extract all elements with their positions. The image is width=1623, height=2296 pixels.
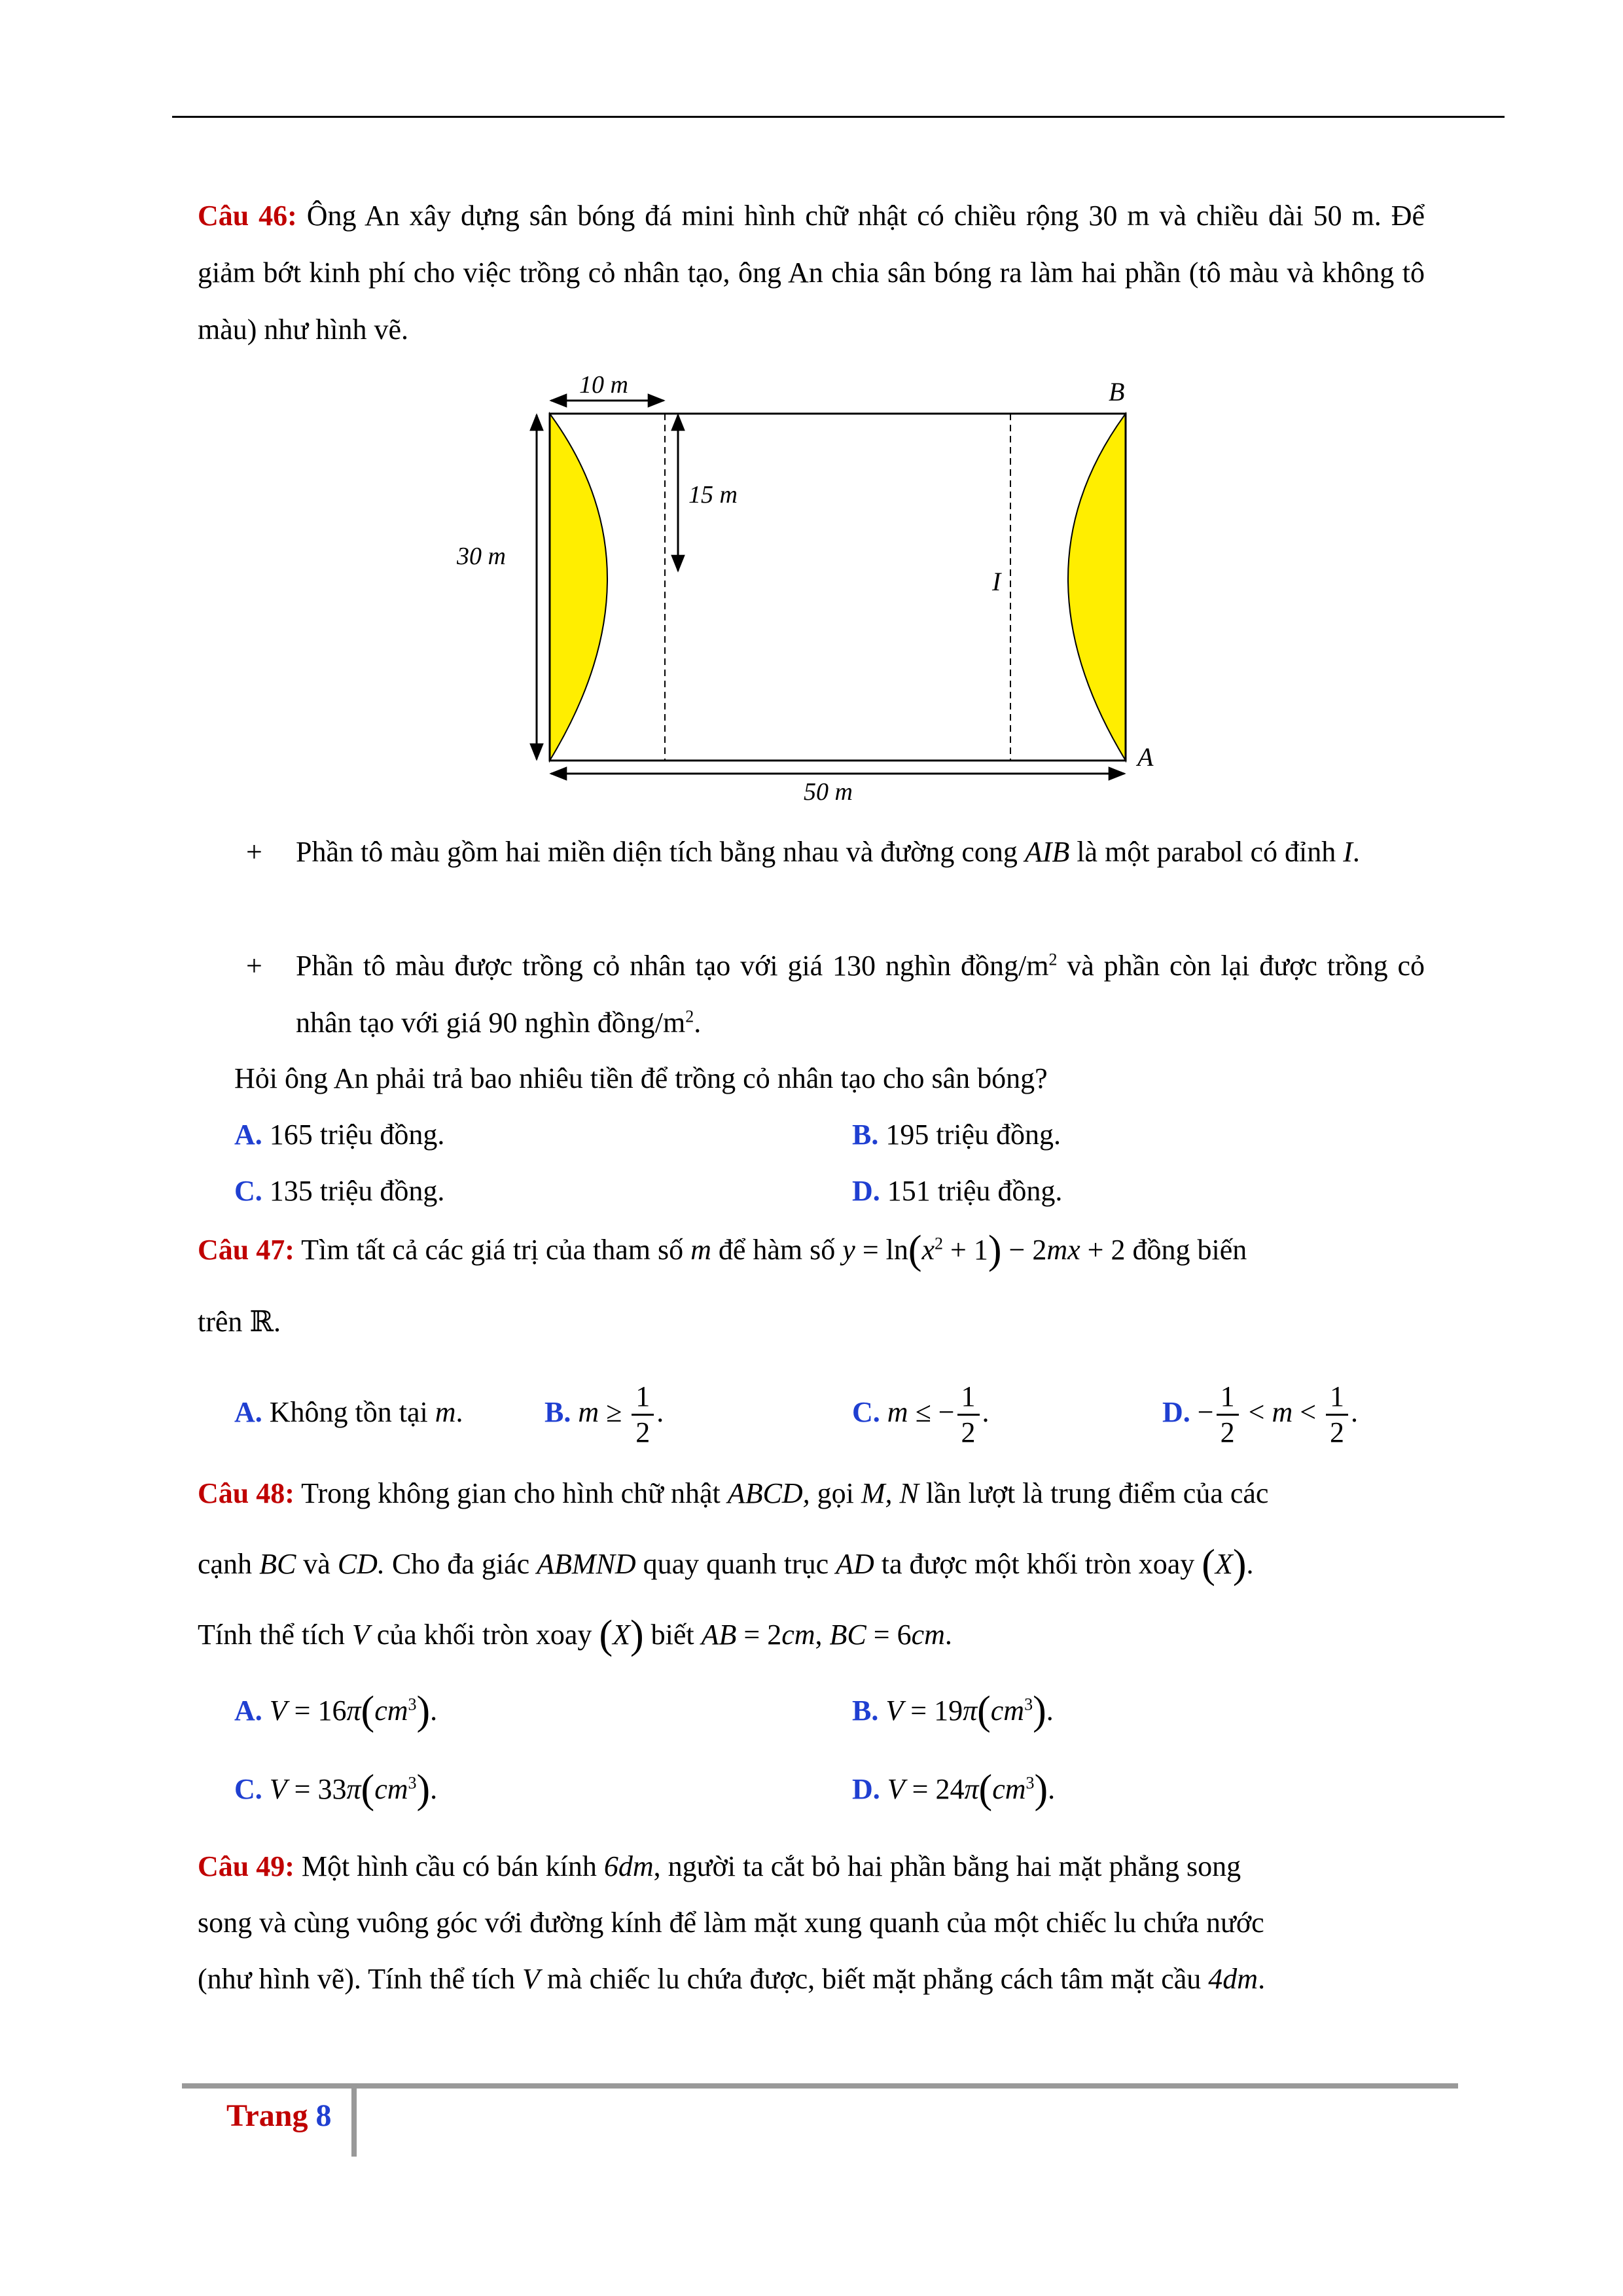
q48-math: BC: [259, 1548, 296, 1580]
bullet-1-part: là một parabol có đỉnh: [1069, 836, 1344, 868]
point-i-label: I: [992, 567, 1001, 596]
q48-math: V: [351, 1619, 370, 1651]
unit: cm: [992, 1773, 1026, 1805]
q48-option-b[interactable]: B. $V = 19\pi(cm^3)$.: [852, 1689, 1054, 1733]
q48-option-c[interactable]: C. $V = 33\pi(cm^3)$.: [234, 1767, 438, 1812]
q48-text: lần lượt là trung điểm của các: [918, 1477, 1269, 1509]
unit: cm: [990, 1695, 1025, 1727]
relation: <: [1241, 1396, 1272, 1428]
option-key: C.: [234, 1773, 262, 1805]
var-mx: mx: [1046, 1234, 1080, 1266]
option-number: 16: [317, 1695, 347, 1727]
frac-num: 1: [957, 1380, 980, 1416]
bullet-1-sign: +: [246, 836, 262, 868]
q47-text: đồng biến: [1125, 1234, 1247, 1266]
q46-text: Ông An xây dựng sân bóng đá mini hình chữ nhật có chiều rộng 30 m và chiều dài 50 m. Để giảm bớt kinh phí cho việc trồng cỏ nhân tạo, ông An chia sân bóng ra làm hai phần (tô màu và không tô màu) như hình vẽ.: [198, 200, 1425, 346]
q48-label: Câu 48:: [198, 1477, 294, 1509]
q48-math: X: [1215, 1548, 1233, 1580]
footer-divider: [351, 2086, 357, 2157]
q48-text: Trong không gian cho hình chữ nhật: [301, 1477, 728, 1509]
q49-line-1: [198, 1847, 1241, 1886]
option-key: D.: [852, 1773, 880, 1805]
fraction: [1217, 1380, 1239, 1450]
right-shaded-region: [1068, 414, 1126, 761]
header-rule: [172, 116, 1505, 118]
dot: .: [656, 1396, 664, 1428]
option-text: .: [455, 1396, 463, 1428]
pi: π: [346, 1695, 361, 1727]
q48-text: cạnh: [198, 1548, 260, 1580]
pi: π: [963, 1695, 978, 1727]
relation: ≥: [599, 1396, 630, 1428]
frac-den: 2: [1220, 1416, 1235, 1449]
q48-math: = 6: [866, 1619, 912, 1651]
q48-text: quay quanh trục: [635, 1548, 836, 1580]
option-key: B.: [852, 1119, 879, 1151]
param-m: m: [887, 1396, 908, 1428]
paren-open: (: [908, 1228, 922, 1272]
paren-close: ): [416, 1767, 431, 1812]
height-label: 30 m: [457, 543, 506, 570]
param-m: m: [578, 1396, 599, 1428]
bullet-1-text: [296, 823, 1425, 880]
q48-text: của khối tròn xoay: [369, 1619, 599, 1651]
paren-close: ): [630, 1613, 644, 1657]
frac-den: 2: [1330, 1416, 1345, 1449]
width-label: 10 m: [579, 371, 628, 399]
frac-den: 2: [635, 1416, 651, 1449]
q47-option-b[interactable]: [544, 1373, 664, 1452]
option-key: A.: [234, 1396, 262, 1428]
q49-text: (như hình vẽ). Tính thể tích: [198, 1963, 522, 1995]
option-key: D.: [852, 1175, 880, 1207]
q47-text: Tìm tất cả các giá trị của tham số: [301, 1234, 691, 1266]
q48-option-d[interactable]: D. $V = 24\pi(cm^3)$.: [852, 1767, 1056, 1812]
option-text: 165 triệu đồng.: [269, 1119, 445, 1151]
q46-option-a[interactable]: [234, 1115, 444, 1155]
q49-text: , người ta cắt bỏ hai phần bằng hai mặt phẳng song: [653, 1850, 1241, 1882]
option-text: 195 triệu đồng.: [885, 1119, 1061, 1151]
superscript: 3: [1026, 1773, 1035, 1793]
var-y: y: [842, 1234, 855, 1266]
dot: .: [982, 1396, 990, 1428]
page-number: 8: [315, 2098, 332, 2133]
param-m: m: [1272, 1396, 1293, 1428]
fraction: [957, 1380, 980, 1450]
paren-close: ): [1232, 1542, 1247, 1587]
q46-option-c[interactable]: [234, 1172, 444, 1211]
formula-part: − 2: [1001, 1234, 1047, 1266]
param-m: m: [690, 1234, 711, 1266]
option-key: B.: [544, 1396, 571, 1428]
q48-option-a[interactable]: A. $V = 16\pi(cm^3)$.: [234, 1689, 438, 1733]
q46-statement: [198, 187, 1425, 358]
q48-text: Cho đa giác: [384, 1548, 537, 1580]
option-number: 19: [934, 1695, 963, 1727]
q48-math: BC: [829, 1619, 866, 1651]
paren-open: (: [1202, 1542, 1215, 1587]
q48-math: M, N: [861, 1477, 919, 1509]
option-number: 24: [935, 1773, 965, 1805]
relation: −: [1197, 1396, 1214, 1428]
param-m: m: [435, 1396, 456, 1428]
option-key: A.: [234, 1119, 262, 1151]
bullet-1-part: .: [1352, 836, 1360, 868]
q48-line-1: [198, 1474, 1268, 1513]
q48-math: X: [613, 1619, 630, 1651]
q48-text: và: [296, 1548, 338, 1580]
unit: cm: [374, 1695, 408, 1727]
superscript: 2: [685, 1007, 694, 1026]
frac-num: 1: [1217, 1380, 1239, 1416]
q46-option-b[interactable]: [852, 1115, 1061, 1155]
q48-math: ABCD,: [727, 1477, 810, 1509]
option-number: 33: [317, 1773, 347, 1805]
option-key: C.: [234, 1175, 262, 1207]
q47-line-1: [198, 1230, 1425, 1270]
q48-math: CD.: [337, 1548, 385, 1580]
q49-line-2: song và cùng vuông góc với đường kính để làm mặt xung quanh của một chiếc lu chứa nước: [198, 1907, 1264, 1939]
frac-num: 1: [1326, 1380, 1348, 1416]
relation: =: [287, 1695, 318, 1727]
superscript: 3: [408, 1695, 417, 1714]
q48-line-3: Tính thể tích V của khối tròn xoay (X) biết AB = 2cm, BC = 6cm.: [198, 1613, 952, 1657]
page-label: Trang: [226, 2098, 316, 2133]
relation: =: [904, 1773, 936, 1805]
length-label: 50 m: [804, 778, 853, 806]
q47-formula: [842, 1228, 1126, 1272]
curve-name: AIB: [1024, 836, 1070, 868]
q47-option-d[interactable]: [1162, 1373, 1358, 1452]
q48-text: ta được một khối tròn xoay: [874, 1548, 1202, 1580]
q49-math: 4dm: [1208, 1963, 1258, 1995]
paren-close: ): [988, 1228, 1002, 1272]
paren-open: (: [361, 1689, 375, 1733]
q49-math: 6dm: [603, 1850, 654, 1882]
point-b-label: B: [1109, 377, 1125, 406]
paren-open: (: [361, 1767, 375, 1812]
dot: .: [1351, 1396, 1359, 1428]
relation: =: [287, 1773, 318, 1805]
paren-close: ): [1033, 1689, 1046, 1733]
option-key: D.: [1162, 1396, 1190, 1428]
bullet-2-text: [296, 937, 1425, 1051]
superscript: 3: [1024, 1695, 1033, 1714]
var-v: V: [269, 1695, 287, 1727]
var-x: x: [921, 1234, 935, 1266]
pi: π: [346, 1773, 361, 1805]
option-text: 151 triệu đồng.: [887, 1175, 1063, 1207]
footer-rule: [182, 2083, 1458, 2089]
q47-text: để hàm số: [711, 1234, 843, 1266]
point-a-label: A: [1137, 742, 1154, 772]
q46-option-d[interactable]: [852, 1172, 1062, 1211]
q48-math: cm: [781, 1619, 815, 1651]
unit: cm: [374, 1773, 408, 1805]
bullet-1-part: Phần tô màu gồm hai miền diện tích bằng nhau và đường cong: [296, 836, 1025, 868]
q47-option-a[interactable]: [234, 1373, 463, 1452]
var-v: V: [887, 1773, 905, 1805]
formula-part: + 2: [1080, 1234, 1126, 1266]
q48-math: AB: [701, 1619, 737, 1651]
left-shaded-region: [550, 414, 607, 761]
q49-line-3: [198, 1960, 1265, 1999]
paren-close: ): [416, 1689, 431, 1733]
relation: ≤ −: [908, 1396, 955, 1428]
paren-close: ): [1034, 1767, 1048, 1812]
q48-math: = 2: [736, 1619, 782, 1651]
q46-question: Hỏi ông An phải trả bao nhiêu tiền để trồng cỏ nhân tạo cho sân bóng?: [234, 1062, 1048, 1094]
option-key: B.: [852, 1695, 879, 1727]
q49-math: V: [522, 1963, 540, 1995]
var-v: V: [269, 1773, 287, 1805]
q48-text: gọi: [810, 1477, 861, 1509]
relation: <: [1293, 1396, 1324, 1428]
q48-text: biết: [643, 1619, 702, 1651]
formula-part: = ln: [855, 1234, 908, 1266]
q47-label: Câu 47:: [198, 1234, 294, 1266]
relation: =: [903, 1695, 935, 1727]
q48-line-2: cạnh BC và CD. Cho đa giác ABMND quay quanh trục AD ta được một khối tròn xoay (X).: [198, 1542, 1254, 1587]
q46-field-figure: [452, 367, 1185, 818]
paren-open: (: [599, 1613, 613, 1657]
paren-open: (: [977, 1689, 991, 1733]
formula-part: + 1: [943, 1234, 988, 1266]
q48-math: ABMND: [537, 1548, 636, 1580]
q48-math: AD: [836, 1548, 874, 1580]
q49-text: Một hình cầu có bán kính: [301, 1850, 604, 1882]
q47-option-c[interactable]: [852, 1373, 990, 1452]
q46-label: Câu 46:: [198, 200, 297, 232]
fraction: [632, 1380, 654, 1450]
var-v: V: [885, 1695, 904, 1727]
q49-label: Câu 49:: [198, 1850, 294, 1882]
q49-text: mà chiếc lu chứa được, biết mặt phẳng cách tâm mặt cầu: [539, 1963, 1209, 1995]
bullet-2-sign: +: [246, 950, 262, 982]
bullet-2-part: .: [694, 1007, 702, 1039]
option-key: C.: [852, 1396, 880, 1428]
q48-math: cm: [911, 1619, 945, 1651]
q48-math: ,: [815, 1619, 830, 1651]
superscript: 3: [408, 1773, 417, 1793]
q48-text: Tính thể tích: [198, 1619, 352, 1651]
q47-line-2: trên ℝ.: [198, 1306, 281, 1338]
superscript: 2: [1048, 950, 1058, 969]
page-footer: [226, 2098, 331, 2134]
option-text: 135 triệu đồng.: [269, 1175, 445, 1207]
option-key: A.: [234, 1695, 262, 1727]
option-text: Không tồn tại: [262, 1396, 435, 1428]
fraction: [1326, 1380, 1348, 1450]
frac-den: 2: [961, 1416, 976, 1449]
q49-text: .: [1258, 1963, 1266, 1995]
frac-num: 1: [632, 1380, 654, 1416]
bullet-2-part: và phần còn lại được trồng cỏ nhân tạo với giá 90 nghìn đồng/m: [296, 950, 1425, 1039]
half-height-label: 15 m: [688, 481, 738, 509]
field-rectangle: [550, 414, 1126, 761]
pi: π: [964, 1773, 979, 1805]
bullet-2-part: Phần tô màu được trồng cỏ nhân tạo với giá 130 nghìn đồng/m: [296, 950, 1049, 982]
superscript: 2: [935, 1234, 944, 1253]
paren-open: (: [978, 1767, 993, 1812]
vertex-name: I: [1343, 836, 1353, 868]
